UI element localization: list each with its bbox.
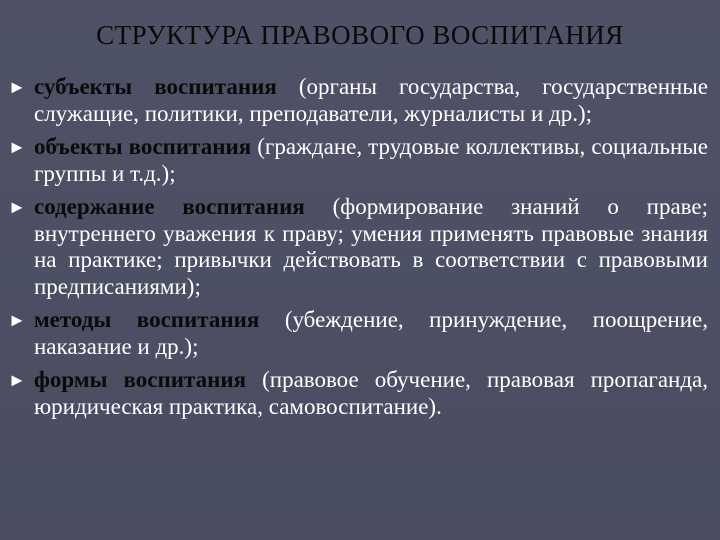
bullet-list	[8, 74, 708, 427]
right-triangle-icon: ►	[8, 310, 26, 330]
right-triangle-icon: ►	[8, 197, 26, 217]
bullet-term: методы воспитания	[34, 307, 260, 332]
bullet-text: (граждане, трудовые коллективы, социальные группы и т.д.);	[34, 134, 708, 186]
bullet-term: субъекты воспитания	[34, 74, 277, 99]
bullet-item-subjects	[8, 74, 708, 127]
bullet-text: (убеждение, принуждение, поощрение, наказание и др.);	[34, 307, 708, 359]
bullet-text: (органы государства, государственные служащие, политики, преподаватели, журналисты и др.);	[34, 74, 708, 126]
bullet-item-methods	[8, 307, 708, 360]
slide-title: СТРУКТУРА ПРАВОВОГО ВОСПИТАНИЯ	[96, 20, 624, 50]
right-triangle-icon: ►	[8, 137, 26, 157]
right-triangle-icon: ►	[8, 77, 26, 97]
bullet-item-content	[8, 194, 708, 300]
bullet-term: содержание воспитания	[34, 194, 305, 219]
bullet-text: (формирование знаний о праве; внутреннего уважения к праву; умения применять правовые знания на практике; привычки действовать в соответствии с правовыми предписаниями);	[34, 194, 708, 299]
bullet-text: (правовое обучение, правовая пропаганда, юридическая практика, самовоспитание).	[34, 367, 709, 419]
bullet-item-objects	[8, 134, 708, 187]
bullet-term: формы воспитания	[34, 367, 247, 392]
bullet-term: объекты воспитания	[34, 134, 252, 159]
right-triangle-icon: ►	[8, 370, 26, 390]
bullet-item-forms	[8, 367, 708, 420]
